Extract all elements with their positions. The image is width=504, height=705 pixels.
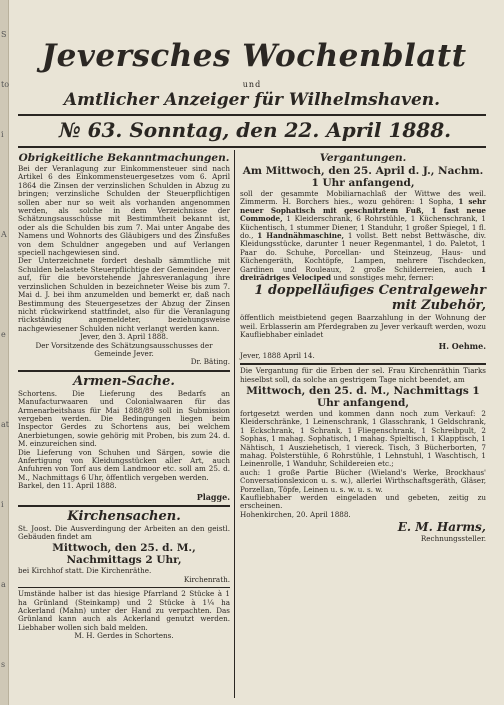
auction2-also: auch: 1 große Partie Bücher (Wieland's Werke, Brockhaus' Conversationslexicon u. s. w.), allerlei Wirthschaftsgeräth, Gläser, Porzellan, Töpfe, Leinen u. s. w. u. s. w.: [240, 467, 486, 494]
auction2-date-bold: Mittwoch, den 25. d. M., Nachmittags 1 Uhr anfangend,: [246, 384, 480, 409]
official-signer-title: Der Vorsitzende des Schätzungsausschusses der Gemeinde Jever.: [35, 340, 213, 358]
official-signer: Dr. Bäting.: [190, 357, 230, 367]
edge-mark: A: [1, 230, 7, 239]
kirchen-signer: Kirchenrath.: [183, 574, 230, 584]
auction1-terms: öffentlich meistbietend gegen Baarzahlung in der Wohnung der weil. Erblasserin am Pferdegraben zu Jever verkauft werden, wozu Kaufliebhaber einladet: [240, 313, 486, 340]
masthead-subtitle: Amtlicher Anzeiger für Wilhelmshaven.: [63, 90, 441, 110]
armen-date: Barkel, den 11. April 1888.: [18, 481, 117, 491]
auction2-body: fortgesetzt werden und kommen dann noch zum Verkauf: 2 Kleiderschränke, 1 Leinenschrank, 1 Glasschrank, 1 Geldschrank, 1 Eckschrank, 1 Schrank, 1 Fliegenschrank, 1 Schreibpult, 2 Sophas, 1 mahag. Sophatisch, 1 mahag. Spieltisch, 1 Klapptisch, 1 Nähtisch, 1 Ausziehetisch, 1 viereck. Tisch, 3 Bücherborten, 7 mahag. Polsterstühle, 6 Rohrstühle, 1 Lehnstuhl, 1 Waschtisch, 1 Leinenrolle, 1 Wanduhr, Schildereien etc.;: [240, 408, 486, 469]
auction2-signer: E. M. Harms,: [397, 520, 486, 535]
armen-body: Schortens. Die Lieferung des Bedarfs an Manufacturwaaren und Colonialwaaren für das Armenarbeitshaus für Mai 1888/89 soll in Submission vergeben werden. Die Bedingungen liegen beim Inspector Gerdes zu Schortens aus, bei welchem Anerbietungen, sowie gehörig mit Proben, bis zum 24. d. M. einzureichen sind.: [18, 388, 230, 449]
armen-body-2: Die Lieferung von Schuhen und Särgen, sowie die Anfertigung von Kleidungsstücken aller Art, auch Anfuhren von Torf aus dem Landmoor etc. soll am 25. d. M., Nachmittags 6 Uhr, öffentlich vergeben werden.: [18, 447, 230, 482]
auction1-bold-1: 1 sehr neuer Sophatisch mit geschnitztem Fuß, 1 fast neue Commode,: [240, 197, 486, 224]
issue-rule: [18, 146, 486, 148]
official-body-2: Der Unterzeichnete fordert deshalb sämmtliche mit Schulden belastete Steuerpflichtige der Gemeinden Jever auf, für die bevorstehende Jahresveranlagung ihre verzinslichen Schulden in bezeichneter Weise bis zum 7. Mai d. J. bei ihm anzumelden und bemerkt er, daß nach Bestimmung des Steuergesetzes der Abzug der Zinsen nicht rückwirkend stattfindet, also für die Veranlagung rückständig angemeldeter, beziehungsweise nachgewiesener Schulden nicht verlangt werden kann.: [18, 256, 230, 333]
kirchen-body-2: Umstände halber ist das hiesige Pfarrland 2 Stücke à 1 ha Grünland (Steinkamp) und 2 Stücke à 1¼ ha Ackerland (Mahn) unter der Hand zu verpachten. Das Grünland kann auch als Ackerland genutzt werden. Liebhaber wollen sich bald melden.: [18, 589, 230, 632]
auction-borchers: [240, 152, 486, 360]
masthead-title: Jeversches Wochenblatt: [41, 38, 467, 74]
official-notices: [18, 152, 230, 367]
auction-tiarks: [240, 367, 486, 544]
section-divider: [18, 370, 230, 372]
section-divider: [18, 505, 230, 507]
top-rule: [18, 114, 486, 116]
column-divider: [234, 150, 235, 698]
kirchen-heading: Kirchensachen.: [67, 508, 181, 524]
kirchen-signer-2: M. H. Gerdes in Schortens.: [74, 631, 174, 641]
auction1-date: Jever, 1888 April 14.: [240, 350, 315, 360]
official-body: Bei der Veranlagung zur Einkommensteuer sind nach Artikel 6 des Einkommensteuergesetzes vom 6. April 1864 die Zinsen der verzinslichen Schulden in Abzug zu bringen; verzinsliche Schulden der Steuerpflichtigen sollen aber nur so weit als vorhanden angenommen werden, als solche in dem Verzeichnisse der Schätzungsausschüsse mit Bestimmtheit bekannt ist, oder als die Schulden bis zum 7. Mai unter Angabe des Namens und Wohnorts des Gläubigers und des Zinsfußes von dem Schuldner angegeben und auf Verlangen speciell nachgewiesen sind.: [18, 164, 230, 258]
edge-mark: to: [1, 80, 10, 89]
right-column: [240, 152, 486, 544]
auction2-signer-role: Rechnungssteller.: [420, 534, 486, 544]
edge-mark: a: [1, 580, 6, 589]
kirchen-after: bei Kirchhof statt. Die Kirchenräthe.: [18, 566, 152, 576]
official-date: Jever, den 3. April 1888.: [79, 332, 169, 342]
edge-mark: at: [1, 420, 9, 429]
masthead-und: und: [242, 80, 262, 89]
kirchen-intro: St. Joost. Die Ausverdingung der Arbeiten an den geistl. Gebäuden findet am: [18, 523, 230, 542]
auction1-bold-2: 1 Handnähmaschine,: [257, 231, 345, 241]
issue-line: № 63. Sonntag, den 22. April 1888.: [58, 118, 452, 142]
left-column: [18, 152, 230, 641]
kirchen-section: [18, 509, 230, 641]
auction1-bold-3: 1 dreirädriges Velociped: [240, 264, 486, 283]
armen-section: [18, 374, 230, 502]
auctions-heading: Vergantungen.: [319, 152, 407, 164]
edge-mark: s: [1, 660, 6, 669]
auction1-signer: H. Oehme.: [438, 340, 486, 351]
edge-mark: i: [1, 130, 4, 139]
kirchen-date-bold: Mittwoch, den 25. d. M., Nachmittags 2 Uhr,: [52, 542, 196, 567]
auction1-date-bold: Am Mittwoch, den 25. April d. J., Nachm. 1 Uhr anfangend,: [242, 165, 484, 189]
section-divider: [18, 587, 230, 588]
auction2-date: Hohenkirchen, 20. April 1888.: [240, 509, 351, 519]
official-heading: Obrigkeitliche Bekanntmachungen.: [18, 152, 230, 164]
auction1-fancy-item: 1 doppelläufiges Centralgewehr mit Zubehör,: [254, 283, 486, 314]
auction2-end: Kaufliebhaber werden eingeladen und gebeten, zeitig zu erscheinen.: [240, 492, 486, 511]
edge-mark: i: [1, 500, 4, 509]
edge-mark: e: [1, 330, 6, 339]
armen-signer: Plagge.: [196, 491, 230, 502]
section-divider: [240, 363, 486, 365]
auction2-intro: Die Vergantung für die Erben der sel. Frau Kirchenräthin Tiarks hieselbst soll, da solche an gestrigem Tage nicht beendet, am: [240, 366, 486, 384]
armen-heading: Armen-Sache.: [73, 373, 175, 389]
edge-mark: S: [1, 30, 7, 39]
auction1-body: soll der gesammte Mobiliarnachlaß der Wittwe des weil. Zimmerm. H. Borchers hies., wozu gehören: 1 Sopha, 1 sehr neuer Sophatisch mit geschnitztem Fuß, 1 fast neue Commode, 1 Kleiderschrank, 6 Rohrstühle, 1 Küchenschrank, 1 Küchentisch, 1 stummer Diener, 1 Standuhr, 1 großer Spiegel, 1 fl. do., 1 Handnähmaschine, 1 vollst. Bett nebst Bettwäsche, div. Kleidungsstücke, darunter 1 neuer Regenmantel, 1 do. Paletot, 1 Paar do. Schuhe, Porcellan- und Steinzeug, Haus- und Küchengeräth, Kochtöpfe, Lampen, mehrere Tischdecken, Gardinen und Rouleaux, 2 große Schilderreien, auch 1 dreirädriges Velociped und sonstiges mehr, ferner:: [240, 189, 487, 283]
